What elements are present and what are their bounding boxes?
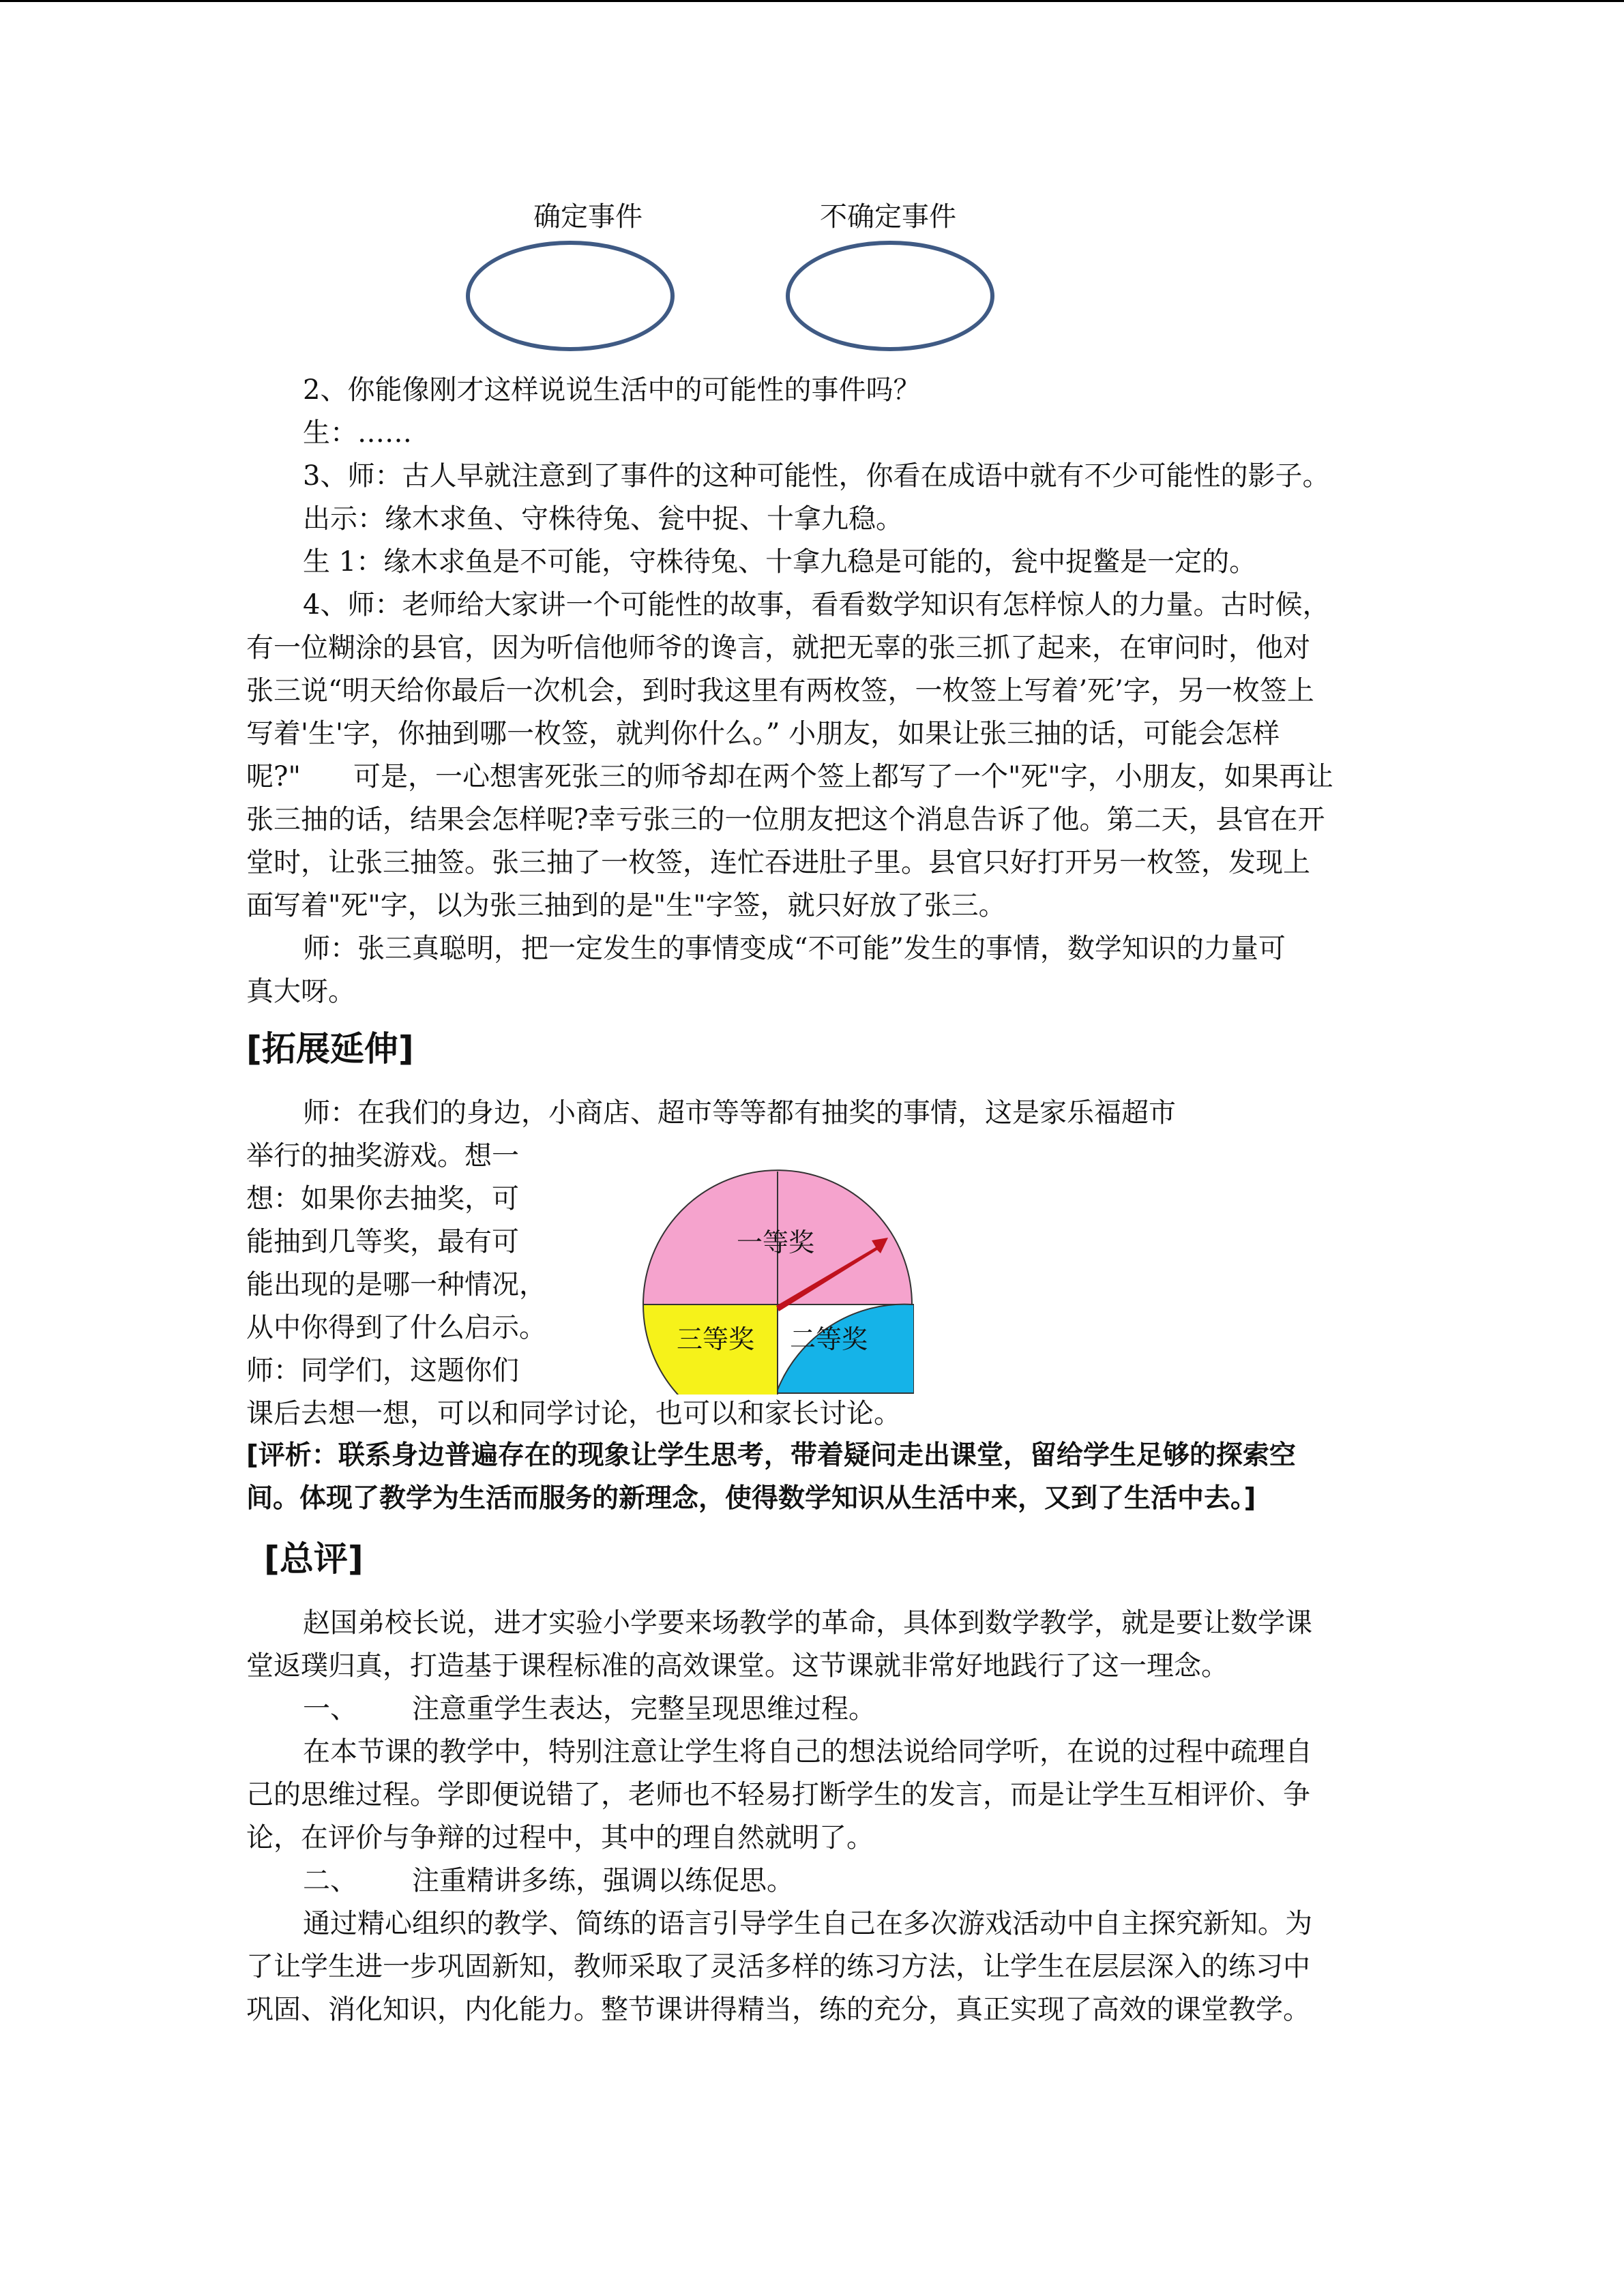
text-line: 从中你得到了什么启示。 [246, 1312, 546, 1343]
text-line: 想：如果你去抽奖，可 [246, 1183, 519, 1214]
wheel-label-second: 二等奖 [790, 1324, 868, 1354]
text-line: 课后去想一想，可以和同学讨论，也可以和家长讨论。 [246, 1398, 901, 1429]
label-certain-event: 确定事件 [533, 201, 643, 233]
text-line: 巩固、消化知识，内化能力。整节课讲得精当，练的充分，真正实现了高效的课堂教学。 [246, 1994, 1310, 2025]
page-top-border [0, 0, 1624, 2]
text-line: 师：在我们的身边，小商店、超市等等都有抽奖的事情，这是家乐福超市 [303, 1097, 1176, 1129]
text-line: 写着'生'字，你抽到哪一枚签，就判你什么。” 小朋友，如果让张三抽的话，可能会怎样 [246, 718, 1280, 749]
text-line: 出示：缘木求鱼、守株待兔、瓮中捉、十拿九稳。 [303, 503, 903, 535]
text-line: 论，在评价与争辩的过程中，其中的理自然就明了。 [246, 1822, 874, 1853]
summary-point-2 [303, 1864, 794, 1897]
point-number: 一、 [303, 1693, 357, 1725]
text-line: 赵国弟校长说，进才实验小学要来场教学的革命，具体到数学教学，就是要让数学课 [303, 1607, 1312, 1639]
text-line: 举行的抽奖游戏。想一 [246, 1140, 519, 1172]
text-line: 能抽到几等奖，最有可 [246, 1226, 519, 1257]
text-line: 生 1：缘木求鱼是不可能，守株待兔、十拿九稳是可能的，瓮中捉鳖是一定的。 [303, 546, 1257, 578]
text-line: 己的思维过程。学即便说错了，老师也不轻易打断学生的发言，而是让学生互相评价、争 [246, 1779, 1310, 1810]
text-line: 师：同学们，这题你们 [246, 1355, 519, 1386]
text-line: 真大呀。 [246, 976, 355, 1007]
text-line: 呢?" [246, 761, 301, 792]
text-line: 了让学生进一步巩固新知，教师采取了灵活多样的练习方法，让学生在层层深入的练习中 [246, 1951, 1310, 1982]
text-line: 堂返璞归真，打造基于课程标准的高效课堂。这节课就非常好地践行了这一理念。 [246, 1650, 1228, 1682]
certain-event-oval [466, 241, 675, 351]
wheel-label-third: 三等奖 [677, 1324, 755, 1354]
point-text: 注意重学生表达，完整呈现思维过程。 [412, 1693, 876, 1725]
prize-wheel [641, 1169, 914, 1395]
heading-extension: [拓展延伸] [246, 1029, 414, 1069]
text-line: 3、师：古人早就注意到了事件的这种可能性，你看在成语中就有不少可能性的影子。 [303, 460, 1330, 492]
point-number: 二、 [303, 1865, 357, 1896]
text-line: 能出现的是哪一种情况， [246, 1269, 546, 1300]
uncertain-event-oval [786, 241, 994, 351]
summary-point-1 [303, 1693, 876, 1725]
text-line: 2、你能像刚才这样说说生活中的可能性的事件吗？ [303, 374, 921, 406]
label-uncertain-event: 不确定事件 [820, 201, 956, 233]
text-line: 生：…… [303, 417, 412, 449]
text-line: 可是，一心想害死张三的师爷却在两个签上都写了一个"死"字，小朋友，如果再让 [353, 761, 1333, 792]
review-note-line: [评析：联系身边普遍存在的现象让学生思考，带着疑问走出课堂，留给学生足够的探索空 [246, 1440, 1296, 1471]
text-line: 堂时，让张三抽签。张三抽了一枚签，连忙吞进肚子里。县官只好打开另一枚签，发现上 [246, 847, 1310, 878]
review-note-line: 间。体现了教学为生活而服务的新理念，使得数学知识从生活中来，又到了生活中去。] [246, 1483, 1256, 1514]
text-line: 张三抽的话，结果会怎样呢?幸亏张三的一位朋友把这个消息告诉了他。第二天，县官在开 [246, 804, 1325, 835]
text-line: 通过精心组织的教学、简练的语言引导学生自己在多次游戏活动中自主探究新知。为 [303, 1908, 1312, 1939]
point-text: 注重精讲多练，强调以练促思。 [412, 1865, 794, 1896]
text-line: 4、师：老师给大家讲一个可能性的故事，看看数学知识有怎样惊人的力量。古时候， [303, 589, 1330, 621]
heading-summary: [总评] [264, 1539, 364, 1579]
text-line: 在本节课的教学中，特别注意让学生将自己的想法说给同学听，在说的过程中疏理自 [303, 1736, 1312, 1768]
wheel-label-first: 一等奖 [737, 1227, 815, 1257]
text-line: 面写着"死"字，以为张三抽到的是"生"字签，就只好放了张三。 [246, 890, 1006, 921]
text-line: 张三说“明天给你最后一次机会，到时我这里有两枚签，一枚签上写着’死’字，另一枚签上 [246, 675, 1314, 706]
text-line: 师：张三真聪明，把一定发生的事情变成“不可能”发生的事情，数学知识的力量可 [303, 933, 1286, 964]
text-line: 有一位糊涂的县官，因为听信他师爷的谗言，就把无辜的张三抓了起来，在审问时，他对 [246, 632, 1310, 664]
